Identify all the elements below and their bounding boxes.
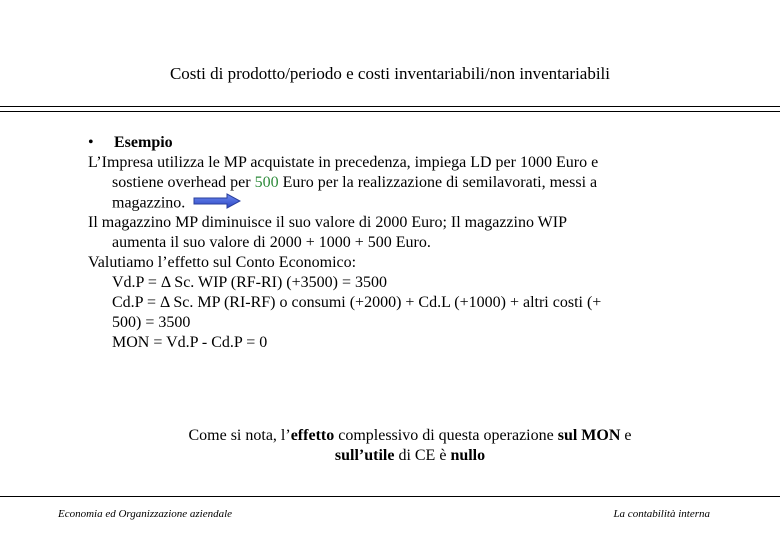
highlight-value: 500 [254, 174, 279, 191]
conclusion-emph: sul MON [557, 427, 621, 444]
bullet-item [88, 133, 688, 153]
vdp-formula: Vd.P = Δ Sc. WIP (RF-RI) (+3500) = 3500 [112, 274, 387, 291]
cdp-formula-line2: 500) = 3500 [112, 314, 191, 331]
para2-line1: Il magazzino MP diminuisce il suo valore di 2000 Euro; Il magazzino WIP [88, 214, 568, 231]
right-arrow-icon [193, 193, 241, 215]
slide-title: Costi di prodotto/periodo e costi inventariabili/non inventariabili [169, 64, 611, 83]
para1-line2-start: sostiene overhead per [112, 174, 255, 191]
para1-line1: L’Impresa utilizza le MP acquistate in precedenza, impiega LD per 1000 Euro e [88, 154, 599, 171]
footer-course: Economia ed Organizzazione aziendale [58, 508, 233, 520]
conclusion-emph: effetto [290, 427, 335, 444]
conclusion-line2 [0, 446, 780, 466]
conclusion-line1 [0, 426, 780, 446]
para3-line1: Valutiamo l’effetto sul Conto Economico: [88, 254, 357, 271]
conclusion-emph: nullo [450, 447, 486, 464]
conclusion-emph: sull’utile [334, 447, 395, 464]
footer-topic: La contabilità interna [613, 508, 710, 520]
para1-line3-text: magazzino. [112, 194, 186, 212]
para2-line2: aumenta il suo valore di 2000 + 1000 + 500 Euro. [112, 234, 431, 251]
para1-line3 [88, 193, 688, 213]
para1-line2-end: Euro per la realizzazione di semilavorati, messi a [278, 174, 598, 191]
conclusion-text: Come si nota, l’ [188, 427, 291, 444]
title-divider-top [0, 106, 780, 107]
bullet-label: Esempio [114, 134, 173, 151]
para1-line2 [88, 173, 688, 193]
conclusion-text: di CE è [394, 447, 451, 464]
conclusion-text: complessivo di questa operazione [334, 427, 558, 444]
footer-divider [0, 496, 780, 497]
cdp-formula-line1: Cd.P = Δ Sc. MP (RI-RF) o consumi (+2000) + Cd.L (+1000) + altri costi (+ [112, 294, 602, 311]
conclusion [0, 426, 780, 466]
title-divider-bottom [0, 111, 780, 112]
conclusion-text: e [620, 427, 632, 444]
slide-body [88, 133, 688, 353]
bullet-symbol: • [88, 134, 94, 151]
mon-formula: MON = Vd.P - Cd.P = 0 [112, 334, 268, 351]
